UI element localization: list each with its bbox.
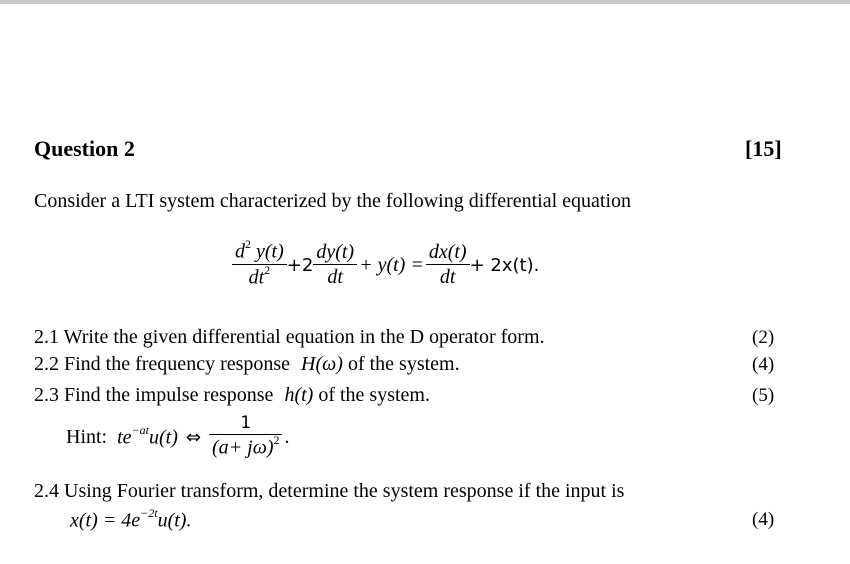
item-2-4-marks: (4): [752, 509, 775, 530]
item-number: 2.4: [34, 480, 59, 502]
total-marks: [15]: [745, 136, 782, 161]
hint-fraction: $\frac{1}{(a+ j\omega)^2}$: [209, 414, 283, 461]
hint-period: .: [284, 425, 290, 448]
question-intro: Consider a LTI system characterized by the following differential equation: [34, 190, 632, 212]
item-2-2-marks: (4): [752, 354, 775, 375]
item-number: 2.1: [34, 326, 59, 348]
y-term: + y(t) =: [359, 253, 424, 276]
item-2-3: [34, 384, 430, 407]
item-number: 2.2: [34, 353, 59, 375]
item-text-end: of the system.: [347, 353, 460, 375]
question-title: Question 2: [34, 136, 135, 161]
frequency-response-symbol: H(ω): [301, 353, 343, 375]
item-text: Using Fourier transform, determine the system response if the input is: [64, 480, 625, 502]
equivalence-arrow: ⇔: [185, 426, 201, 448]
impulse-response-symbol: h(t): [284, 384, 314, 406]
hint: [66, 414, 289, 461]
input-signal: $x(t) = 4e^{-2t}u(t)$.: [70, 506, 192, 532]
item-2-4: [34, 480, 624, 503]
item-text: Write the given differential equation in the D operator form.: [63, 326, 545, 348]
hint-label: Hint:: [66, 425, 108, 448]
item-2-1-marks: (2): [752, 327, 775, 348]
differential-equation: [232, 237, 540, 291]
input-derivative-term: $\frac{dx(t)}{dt}$: [426, 241, 470, 290]
item-number: 2.3: [34, 384, 59, 406]
top-border: [0, 0, 850, 4]
item-2-3-marks: (5): [752, 385, 775, 406]
item-2-2: [34, 353, 460, 376]
item-text: Find the impulse response: [64, 384, 274, 406]
plus-two: +2: [286, 254, 314, 276]
second-derivative-term: $\frac{d^2 y(t)}{dt^2}$: [232, 240, 287, 291]
item-text: Find the frequency response: [64, 353, 291, 375]
hint-lhs: $te^{-at}u(t)$: [117, 423, 178, 449]
first-derivative-term: $\frac{dy(t)}{dt}$: [313, 241, 357, 290]
input-term: + 2x(t).: [469, 254, 540, 276]
item-text-end: of the system.: [318, 384, 430, 406]
item-2-1: [34, 326, 545, 349]
